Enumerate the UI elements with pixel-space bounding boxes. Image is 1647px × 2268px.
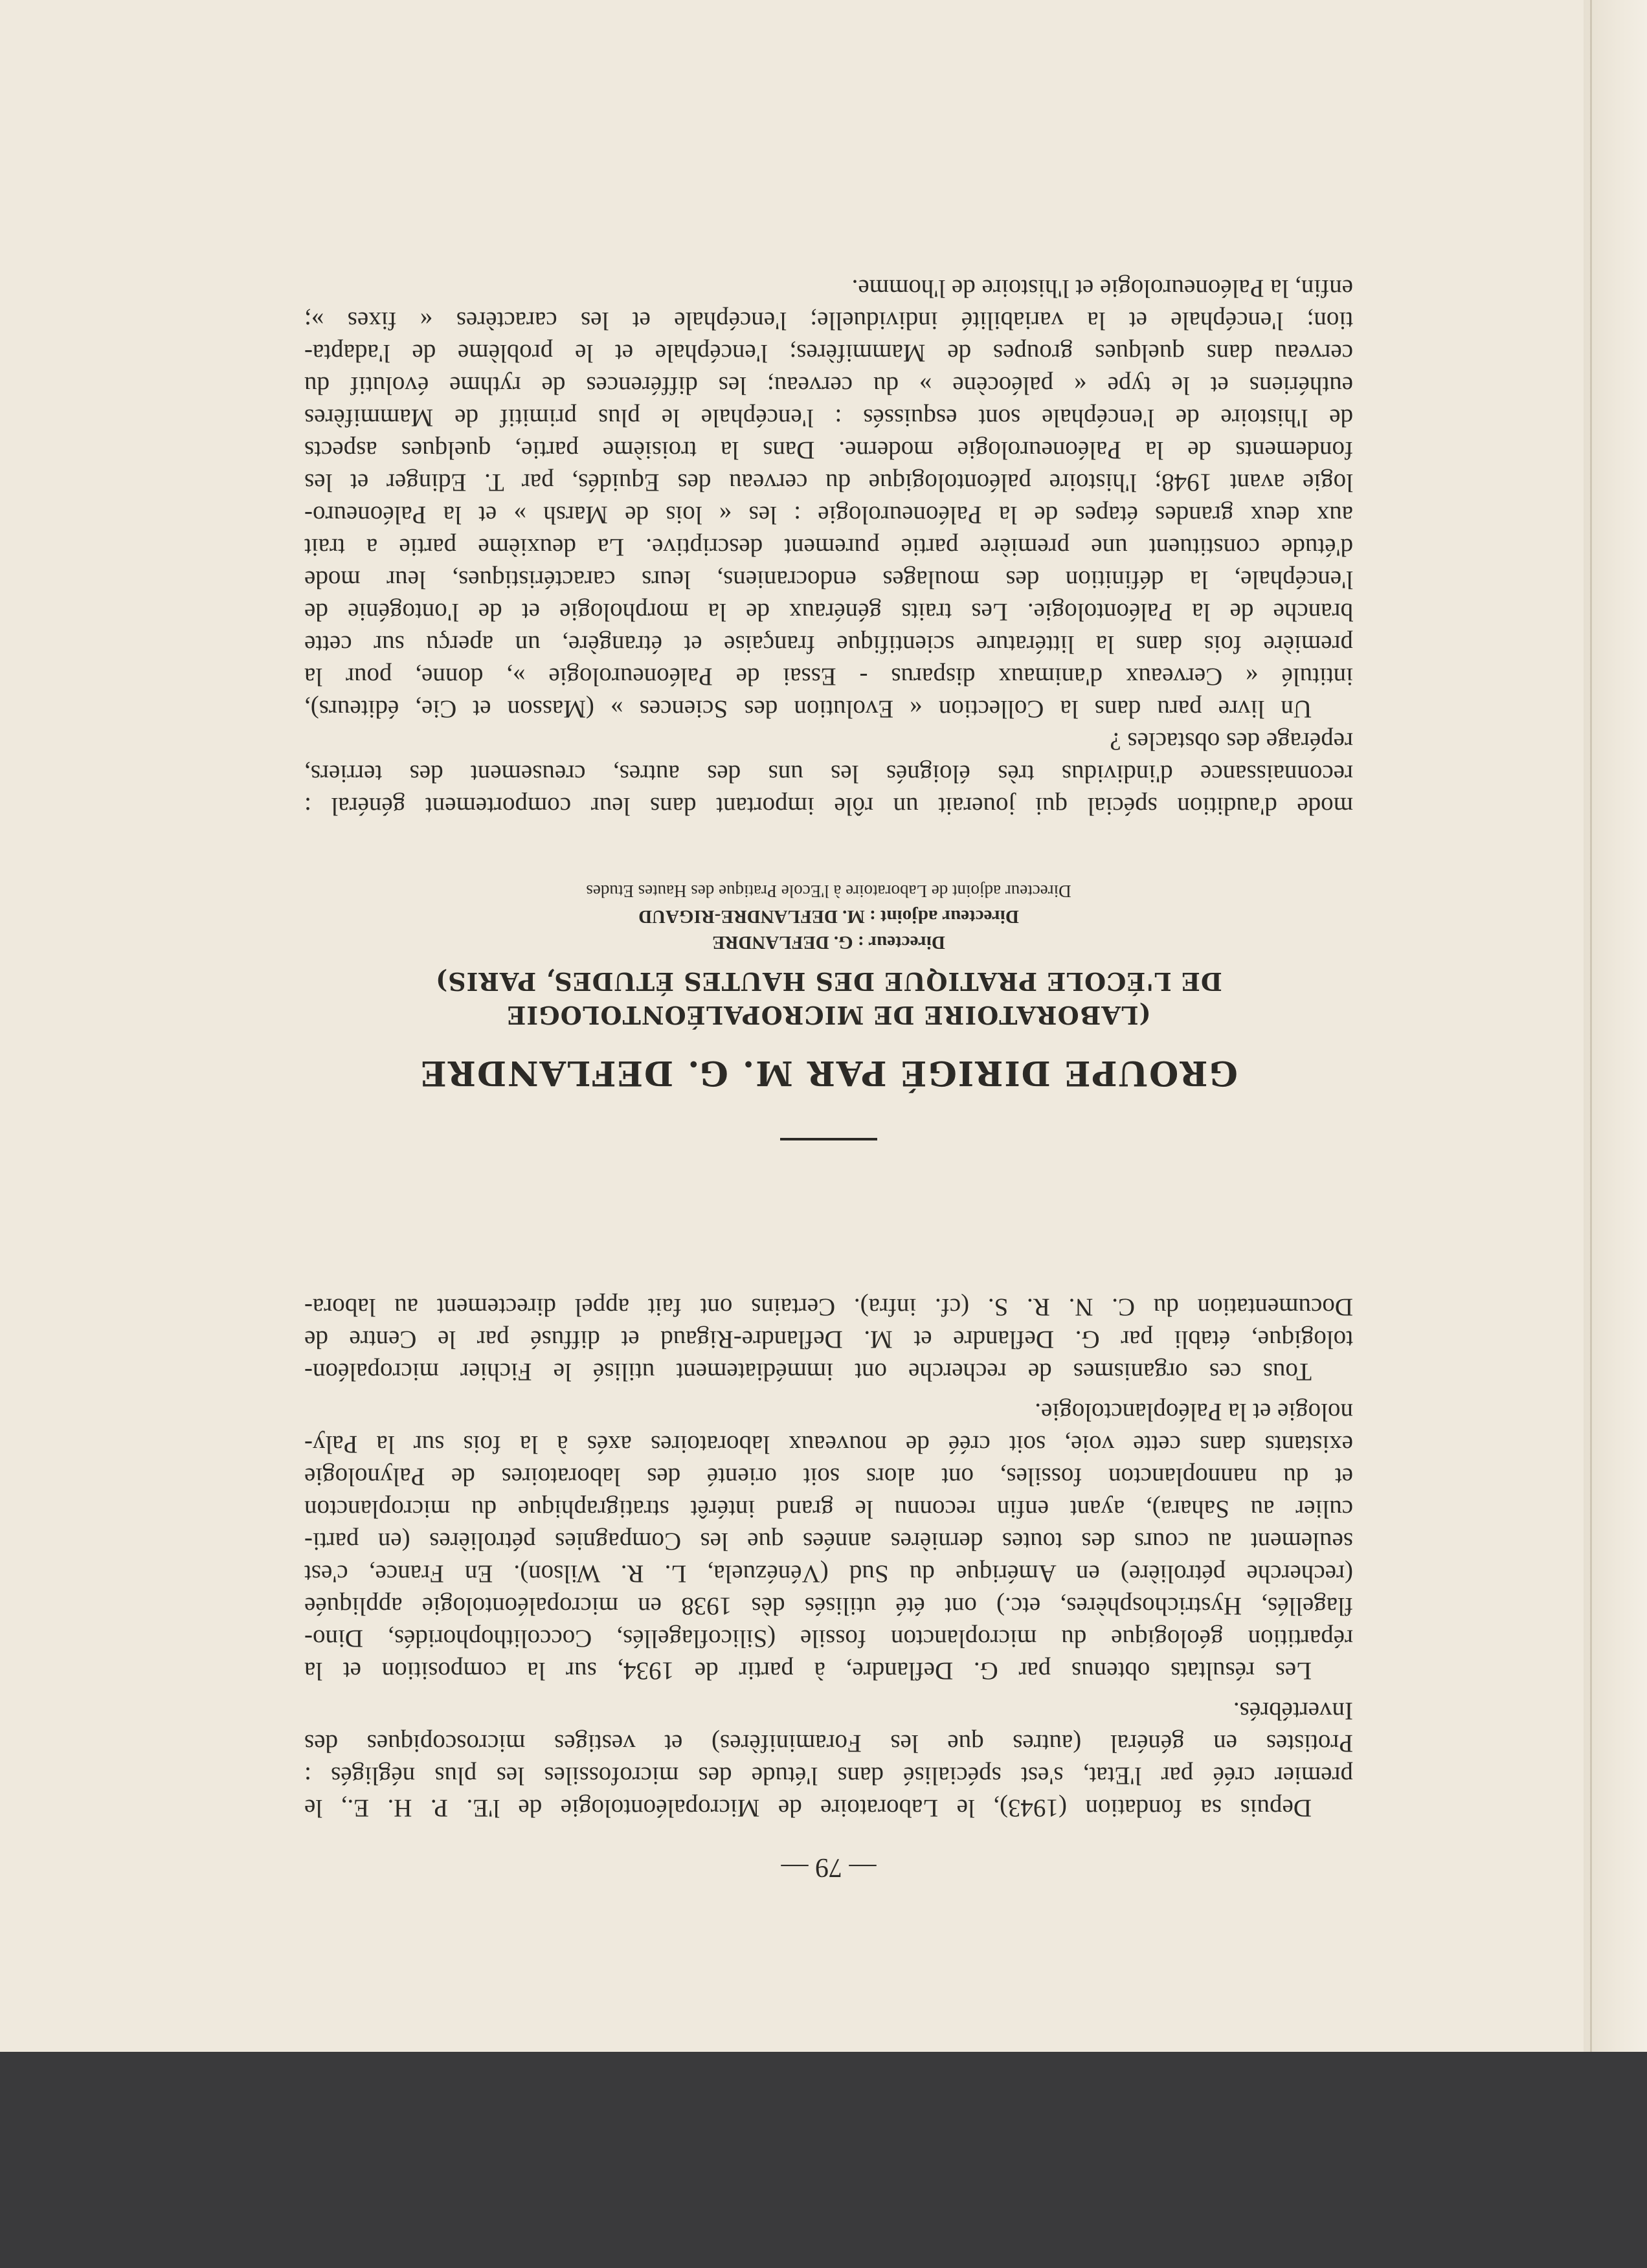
paragraph (304, 725, 1353, 822)
laboratory-name-line: DE L'ÉCOLE PRATIQUE DES HAUTES ÉTUDES, PARIS) (435, 967, 1222, 996)
lower-text-section (304, 272, 1353, 822)
director-line: Directeur : G. DEFLANDRE (712, 932, 945, 953)
laboratory-name-line: (LABORATOIRE DE MICROPALÉONTOLOGIE (506, 1001, 1151, 1030)
text-line: reconnaissance d'individus très éloignés les uns des autres, creusement des terriers, (304, 760, 1353, 788)
text-line: d'étude constituent une première partie purement descriptive. La deuxième partie a trait (304, 533, 1353, 561)
text-line: flagellés, Hystrichosphères, etc.) ont été utilisés dès 1938 en micropaléontologie appliquée (304, 1592, 1353, 1620)
assistant-director-line: Directeur adjoint : M. DEFLANDRE-RIGAUD (638, 906, 1019, 927)
text-line: culier au Sahara), ayant enfin reconnu le grand intérêt stratigraphique du microplancton (304, 1495, 1353, 1523)
text-line: Un livre paru dans la Collection « Evolution des Sciences » (Masson et Cie, éditeurs), (304, 695, 1312, 723)
paragraph (304, 1395, 1353, 1687)
paragraph (304, 272, 1353, 725)
text-line: Depuis sa fondation (1943), le Laboratoire de Micropaléontologie de l'E. P. H. E., le (304, 1794, 1312, 1822)
text-line: repérage des obstacles ? (1110, 728, 1353, 755)
laboratory-heading (304, 879, 1353, 1095)
text-line: Documentation du C. N. R. S. (cf. infra). Certains ont fait appel directement au labora- (304, 1293, 1353, 1321)
text-line: logie avant 1948; l'histoire paléontologique du cerveau des Equidés, par T. Edinger et les (304, 469, 1353, 496)
text-line: mode d'audition spécial qui jouerait un rôle important dans leur comportement général : (304, 792, 1353, 820)
text-line: branche de la Paléontologie. Les traits généraux de la morphologie et de l'ontogénie de (304, 598, 1353, 626)
page-edge (1584, 0, 1647, 2052)
text-line: tion; l'encéphale et la variabilité individuelle; l'encéphale et les caractères « fixes »; (304, 307, 1353, 335)
text-line: Invertébrés. (1233, 1697, 1353, 1725)
text-line: premier créé par l'Etat, s'est spécialisé dans l'étude des microfossiles les plus négligés : (304, 1762, 1353, 1790)
text-line: Tous ces organismes de recherche ont immédiatement utilisé le Fichier micropaléon- (304, 1358, 1312, 1386)
scanner-background (0, 2052, 1647, 2268)
paragraph (304, 1695, 1353, 1824)
text-line: répartition géologique du microplancton fossile (Silicoflagellés, Coccolithophoridés, Dino- (304, 1625, 1353, 1652)
page-number: — 79 — (781, 1852, 877, 1882)
text-line: aux deux grandes étapes de la Paléoneurologie : les « lois de Marsh » et la Paléoneuro- (304, 501, 1353, 529)
text-line: Les résultats obtenus par G. Deflandre, à partir de 1934, sur la composition et la (304, 1657, 1312, 1685)
upper-text-section (304, 1283, 1353, 1824)
text-line: existants dans cette voie, soit créé de nouveaux laboratoires axés à la fois sur la Paly- (304, 1430, 1353, 1458)
text-line: euthériens et le type « paléocène » du cerveau; les différences de rythme évolutif du (304, 372, 1353, 399)
text-line: cerveau dans quelques groupes de Mammifères; l'encéphale et le problème de l'adapta- (304, 339, 1353, 367)
text-line: seulement au cours des toutes dernières années que les Compagnies pétrolières (en parti- (304, 1528, 1353, 1555)
section-divider (780, 1138, 877, 1140)
upside-down-page (304, 227, 1353, 1884)
assistant-director-role: Directeur adjoint de Laboratoire à l'Ecole Pratique des Hautes Etudes (586, 882, 1071, 901)
text-line: tologique, établi par G. Deflandre et M. Deflandre-Rigaud et diffusé par le Centre de (304, 1326, 1353, 1353)
text-line: enfin, la Paléoneurologie et l'histoire de l'homme. (851, 274, 1353, 302)
text-line: l'encéphale, la définition des moulages endocraniens, leurs caractéristiques, leur mode (304, 566, 1353, 594)
text-line: et du nannoplancton fossiles, ont alors soit orienté des laboratoires de Palynologie (304, 1463, 1353, 1491)
group-title: GROUPE DIRIGÉ PAR M. G. DEFLANDRE (420, 1053, 1238, 1093)
text-line: intitulé « Cerveaux d'animaux disparus - Essai de Paléoneurologie », donne, pour la (304, 663, 1353, 691)
text-line: Protistes en général (autres que les Foraminifères) et vestiges microscopiques des (304, 1729, 1353, 1757)
text-line: première fois dans la littérature scientifique française et étrangère, un aperçu sur cette (304, 630, 1353, 658)
page-edge-shadow (1590, 0, 1592, 2052)
text-line: fondements de la Paléoneurologie moderne. Dans la troisième partie, quelques aspects (304, 436, 1353, 464)
paragraph (304, 1291, 1353, 1388)
text-line: de l'histoire de l'encéphale sont esquissés : l'encéphale le plus primitif de Mammifères (304, 404, 1353, 432)
text-line: nologie et la Paléoplanctologie. (1035, 1398, 1353, 1426)
laboratory-name (304, 964, 1353, 1032)
text-line: (recherche pétrolière) en Amérique du Sud (Vénézuela, L. R. Wilson). En France, c'est (304, 1560, 1353, 1588)
